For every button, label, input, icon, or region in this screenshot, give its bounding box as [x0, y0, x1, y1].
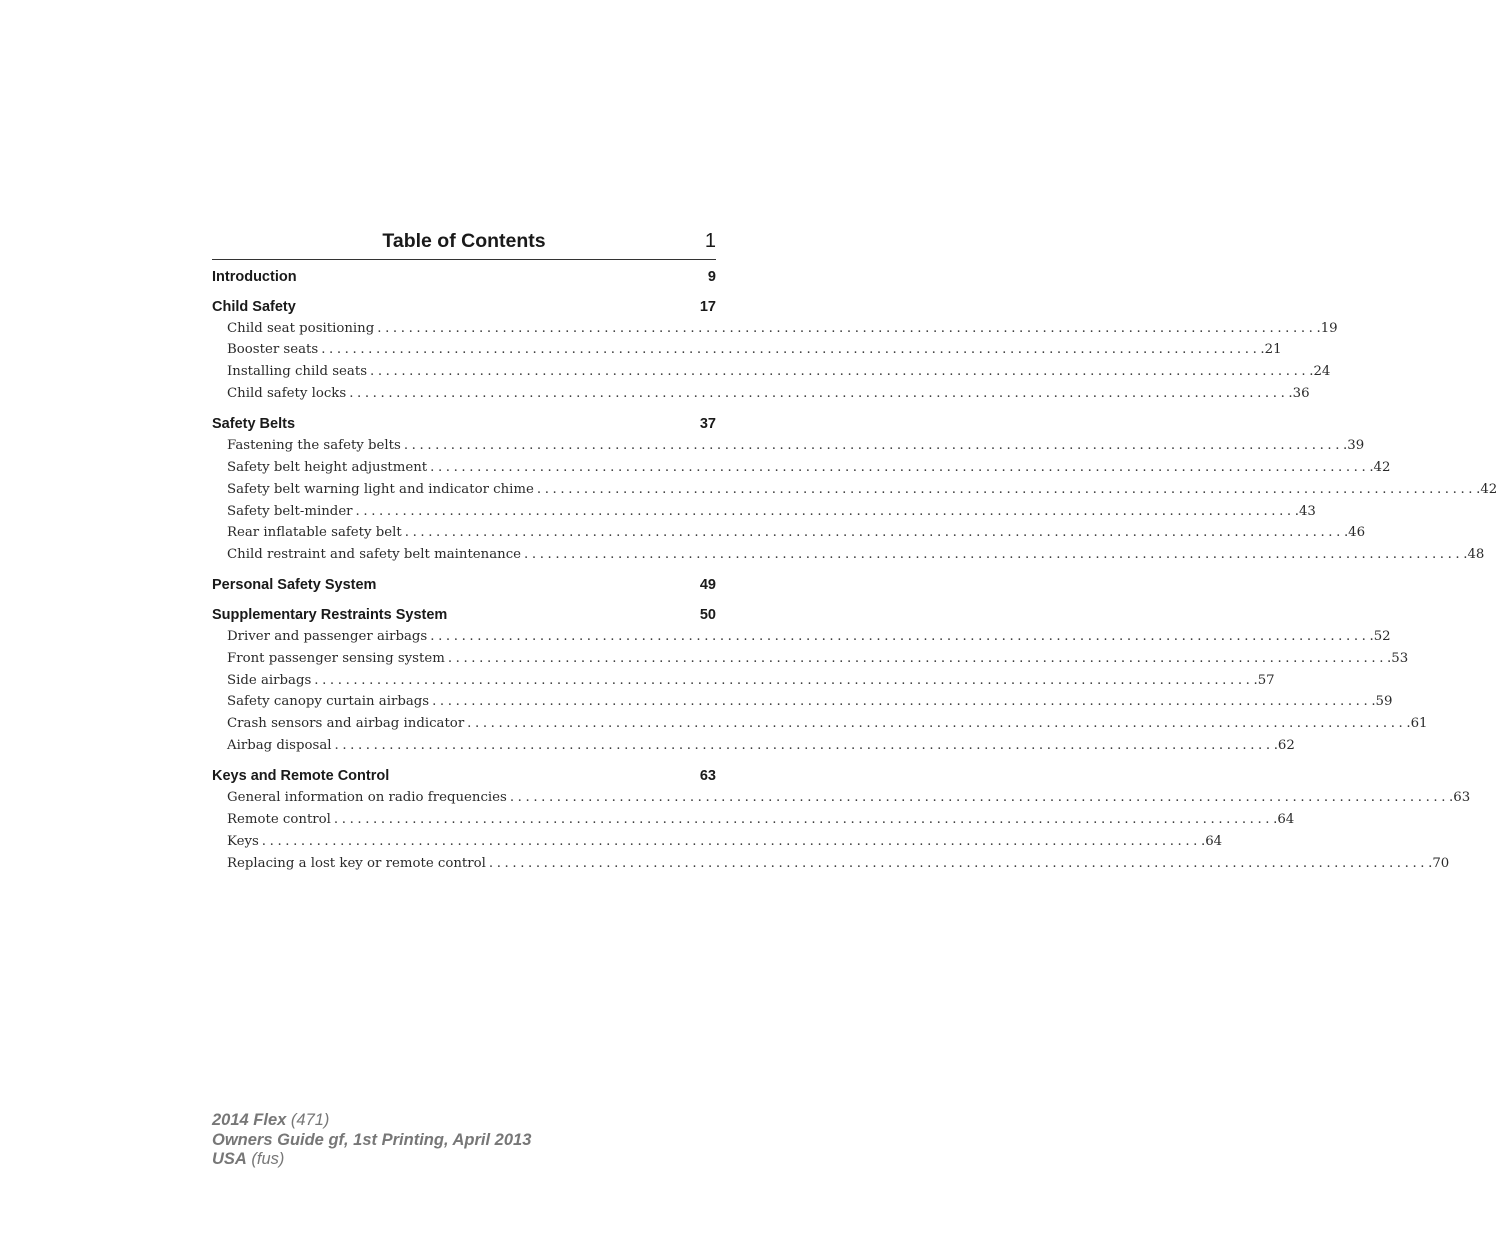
- dot-leader: ........................................................................................................................: [488, 855, 1429, 871]
- entry-label: Side airbags: [227, 672, 312, 688]
- toc-entry[interactable]: [227, 809, 1295, 831]
- toc-entry[interactable]: [227, 435, 1365, 457]
- section-title: Personal Safety System: [212, 577, 377, 594]
- entry-page: .24: [1309, 364, 1331, 380]
- entry-page: .61: [1406, 716, 1428, 732]
- toc-entry[interactable]: [227, 691, 1393, 713]
- toc-sections: [212, 267, 1497, 874]
- entry-label: Child seat positioning: [227, 320, 375, 336]
- section-page: 9: [707, 269, 716, 285]
- section-heading-row[interactable]: [212, 766, 716, 786]
- toc-entry[interactable]: [227, 361, 1331, 383]
- toc-entry[interactable]: [227, 713, 1428, 735]
- entry-page: .63: [1449, 790, 1471, 806]
- entry-label: Booster seats: [227, 342, 319, 358]
- dot-leader: ........................................................................................................................: [430, 459, 1370, 475]
- entry-label: Driver and passenger airbags: [227, 628, 428, 644]
- entry-page: .19: [1316, 320, 1338, 336]
- entry-page: .36: [1288, 385, 1310, 401]
- page-title: Table of Contents: [382, 230, 546, 252]
- table-of-contents: [212, 228, 1497, 874]
- footer-market: USA: [212, 1150, 247, 1168]
- page-number: 1: [704, 230, 716, 252]
- entry-page: .43: [1294, 503, 1316, 519]
- toc-entry[interactable]: [227, 339, 1282, 361]
- toc-header: [212, 228, 716, 260]
- section-page: 17: [699, 298, 716, 315]
- section-title: Child Safety: [212, 298, 296, 315]
- dot-leader: ........................................................................................................................: [447, 650, 1388, 666]
- toc-entry[interactable]: [227, 457, 1391, 479]
- entry-page: .64: [1201, 833, 1223, 849]
- dot-leader: ........................................................................................................................: [509, 790, 1450, 806]
- section-page: 37: [699, 416, 716, 433]
- entry-page: .64: [1273, 812, 1295, 828]
- entry-label: Rear inflatable safety belt: [227, 525, 402, 541]
- footer-market-code: (fus): [246, 1150, 285, 1168]
- entry-label: Front passenger sensing system: [227, 650, 445, 666]
- dot-leader: ........................................................................................................................: [349, 385, 1289, 401]
- section-page: 63: [699, 768, 716, 785]
- dot-leader: ........................................................................................................................: [403, 438, 1344, 454]
- entry-page: .53: [1387, 650, 1409, 666]
- entry-label: Safety belt height adjustment: [227, 459, 428, 475]
- entry-label: Keys: [227, 833, 259, 849]
- toc-entry[interactable]: [227, 626, 1391, 648]
- entry-page: .57: [1253, 672, 1275, 688]
- dot-leader: ........................................................................................................................: [536, 481, 1477, 497]
- dot-leader: ........................................................................................................................: [377, 320, 1317, 336]
- dot-leader: ........................................................................................................................: [432, 694, 1372, 710]
- toc-entry[interactable]: [227, 648, 1409, 670]
- entry-label: Safety belt-minder: [227, 503, 353, 519]
- section-page: 49: [699, 577, 716, 594]
- entry-page: .39: [1343, 438, 1365, 454]
- section-title: Introduction: [212, 269, 297, 285]
- footer-line-2: Owners Guide gf, 1st Printing, April 2013: [212, 1130, 532, 1149]
- dot-leader: ........................................................................................................................: [261, 833, 1201, 849]
- entry-label: Airbag disposal: [227, 737, 332, 753]
- entry-label: Installing child seats: [227, 364, 368, 380]
- toc-section: [212, 605, 1428, 757]
- footer-line-1: [212, 1111, 531, 1131]
- toc-section: [212, 267, 716, 287]
- entry-page: .52: [1369, 628, 1391, 644]
- toc-entry[interactable]: [227, 670, 1275, 692]
- footer-line-3: [212, 1150, 531, 1170]
- footer: [212, 1111, 531, 1170]
- dot-leader: ........................................................................................................................: [467, 716, 1407, 732]
- dot-leader: ........................................................................................................................: [430, 628, 1370, 644]
- entry-page: .46: [1343, 525, 1366, 541]
- toc-entry[interactable]: [227, 735, 1295, 757]
- footer-model: 2014 Flex: [212, 1111, 287, 1129]
- toc-entry[interactable]: [227, 787, 1471, 809]
- footer-model-code: (471): [286, 1111, 330, 1129]
- toc-entry[interactable]: [227, 853, 1450, 875]
- entry-label: Child safety locks: [227, 385, 347, 401]
- toc-entry[interactable]: [227, 501, 1316, 523]
- entry-page: .42: [1476, 481, 1497, 497]
- section-title: Supplementary Restraints System: [212, 606, 448, 623]
- entry-label: Child restraint and safety belt maintenance: [227, 547, 522, 563]
- toc-section: [212, 575, 716, 595]
- entry-label: Safety belt warning light and indicator chime: [227, 481, 534, 497]
- section-page: 50: [699, 606, 716, 623]
- entry-label: Safety canopy curtain airbags: [227, 694, 430, 710]
- toc-entry[interactable]: [227, 831, 1223, 853]
- dot-leader: ........................................................................................................................: [314, 672, 1254, 688]
- entry-label: Replacing a lost key or remote control: [227, 855, 486, 871]
- entry-page: .21: [1260, 342, 1282, 358]
- dot-leader: ........................................................................................................................: [333, 812, 1274, 828]
- dot-leader: ........................................................................................................................: [524, 547, 1464, 563]
- dot-leader: ........................................................................................................................: [334, 737, 1274, 753]
- entry-page: .62: [1273, 737, 1295, 753]
- dot-leader: ........................................................................................................................: [404, 525, 1344, 541]
- dot-leader: ........................................................................................................................: [370, 364, 1310, 380]
- section-heading-row[interactable]: [212, 575, 716, 595]
- entry-label: Crash sensors and airbag indicator: [227, 716, 465, 732]
- entry-page: .42: [1369, 459, 1391, 475]
- toc-section: [212, 414, 1497, 566]
- toc-entry[interactable]: [227, 383, 1310, 405]
- section-heading-row[interactable]: [212, 605, 716, 625]
- section-title: Safety Belts: [212, 416, 296, 433]
- toc-entry[interactable]: [227, 318, 1338, 340]
- entry-page: .48: [1463, 547, 1485, 563]
- section-heading-row[interactable]: [212, 297, 716, 317]
- toc-entry[interactable]: [227, 544, 1485, 566]
- entry-label: Remote control: [227, 812, 331, 828]
- toc-entry[interactable]: [227, 522, 1366, 544]
- entry-page: .59: [1371, 694, 1393, 710]
- toc-section: [212, 297, 1338, 405]
- section-heading-row[interactable]: [212, 267, 716, 287]
- section-title: Keys and Remote Control: [212, 768, 390, 785]
- toc-section: [212, 766, 1471, 874]
- entry-label: Fastening the safety belts: [227, 438, 401, 454]
- section-heading-row[interactable]: [212, 414, 716, 434]
- toc-entry[interactable]: [227, 479, 1497, 501]
- dot-leader: ........................................................................................................................: [321, 342, 1261, 358]
- entry-page: .70: [1428, 855, 1450, 871]
- dot-leader: ........................................................................................................................: [355, 503, 1295, 519]
- entry-label: General information on radio frequencies: [227, 790, 507, 806]
